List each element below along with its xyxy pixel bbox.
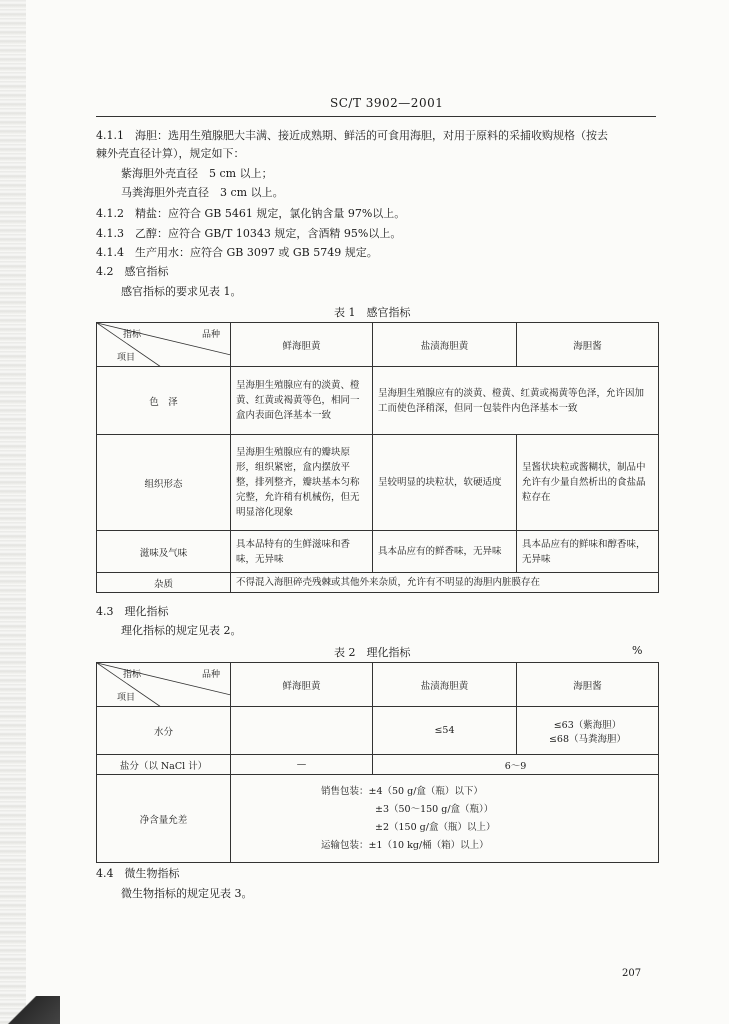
table1-col-fresh: 鲜海胆黄 bbox=[231, 323, 373, 367]
moisture-sauce-horse: ≤68（马粪海胆） bbox=[548, 733, 627, 745]
texture-fresh: 呈海胆生殖腺应有的瓣块原形，组织紧密，盒内摆放平整，排列整齐，瓣块基本匀称完整，允许稍有机械伤，但无明显溶化现象 bbox=[231, 435, 373, 531]
net-line-retail-small: 销售包装：±4（50 g/盒（瓶）以下） bbox=[321, 785, 483, 797]
moisture-salted: ≤54 bbox=[373, 707, 517, 755]
page-number: 207 bbox=[622, 968, 642, 979]
scan-edge-shadow bbox=[0, 0, 26, 1024]
clause-4-1-4: 4.1.4 生产用水：应符合 GB 3097 或 GB 5749 规定。 bbox=[96, 246, 378, 259]
moisture-sauce-purple: ≤63（紫海胆） bbox=[553, 719, 622, 731]
taste-sauce: 具本品应有的鲜味和醇香味，无异味 bbox=[517, 531, 659, 573]
clause-4-1-2: 4.1.2 精盐：应符合 GB 5461 规定，氯化钠含量 97%以上。 bbox=[96, 207, 406, 220]
standard-number-header: SC/T 3902—2001 bbox=[330, 96, 444, 110]
row-label-color: 色 泽 bbox=[97, 367, 231, 435]
table1-caption: 表 1 感官指标 bbox=[334, 306, 411, 319]
table2-corner-indicator: 指标 bbox=[123, 670, 142, 680]
table2-corner-cell bbox=[97, 663, 231, 707]
color-salted-sauce: 呈海胆生殖腺应有的淡黄、橙黄、红黄或褐黄等色泽，允许因加工而使色泽稍深，但同一包装件内色泽基本一致 bbox=[373, 367, 659, 435]
row-label-salt: 盐分（以 NaCl 计） bbox=[97, 755, 231, 775]
taste-fresh: 具本品特有的生鲜滋味和香味，无异味 bbox=[231, 531, 373, 573]
horse-dung-urchin-spec: 马粪海胆外壳直径 3 cm 以上。 bbox=[121, 186, 284, 199]
table2-col-fresh: 鲜海胆黄 bbox=[231, 663, 373, 707]
table2-corner-variety: 品种 bbox=[201, 670, 220, 680]
salt-fresh: — bbox=[231, 755, 373, 775]
scan-corner-shadow bbox=[0, 996, 60, 1024]
table1-col-salted: 盐渍海胆黄 bbox=[373, 323, 517, 367]
header-rule bbox=[96, 116, 656, 117]
clause-4-2-text: 感官指标的要求见表 1。 bbox=[121, 285, 242, 298]
clause-4-1-1-line1: 4.1.1 海胆：选用生殖腺肥大丰满、接近成熟期、鲜活的可食用海胆，对用于原料的采捕收购规格（按去 bbox=[96, 129, 608, 142]
clause-4-3-heading: 4.3 理化指标 bbox=[96, 605, 169, 618]
texture-salted: 呈较明显的块粒状，软硬适度 bbox=[373, 435, 517, 531]
color-fresh: 呈海胆生殖腺应有的淡黄、橙黄、红黄或褐黄等色，相同一盒内表面色泽基本一致 bbox=[231, 367, 373, 435]
table1-corner-item: 项目 bbox=[117, 353, 136, 363]
impurity-all: 不得混入海胆碎壳残棘或其他外来杂质，允许有不明显的海胆内脏膜存在 bbox=[231, 573, 659, 593]
physicochemical-index-table bbox=[96, 662, 659, 863]
net-line-retail-large: ±2（150 g/盒（瓶）以上） bbox=[375, 821, 496, 833]
row-label-taste: 滋味及气味 bbox=[97, 531, 231, 573]
clause-4-4-heading: 4.4 微生物指标 bbox=[96, 867, 180, 880]
table2-unit: % bbox=[632, 644, 643, 657]
texture-sauce: 呈酱状块粒或酱糊状，制品中允许有少量自然析出的食盐晶粒存在 bbox=[517, 435, 659, 531]
sensory-index-table bbox=[96, 322, 659, 593]
salt-salted-sauce: 6～9 bbox=[373, 755, 659, 775]
table2-corner-item: 项目 bbox=[117, 693, 136, 703]
clause-4-3-text: 理化指标的规定见表 2。 bbox=[121, 624, 242, 637]
moisture-sauce bbox=[517, 707, 659, 755]
row-label-impurity: 杂质 bbox=[97, 573, 231, 593]
moisture-fresh bbox=[231, 707, 373, 755]
table1-corner-cell bbox=[97, 323, 231, 367]
table2-caption: 表 2 理化指标 bbox=[334, 646, 411, 659]
taste-salted: 具本品应有的鲜香味，无异味 bbox=[373, 531, 517, 573]
row-label-moisture: 水分 bbox=[97, 707, 231, 755]
table2-col-salted: 盐渍海胆黄 bbox=[373, 663, 517, 707]
clause-4-1-1-line2: 棘外壳直径计算），规定如下： bbox=[96, 147, 245, 160]
net-line-transport: 运输包装：±1（10 kg/桶（箱）以上） bbox=[321, 839, 489, 851]
table1-col-sauce: 海胆酱 bbox=[517, 323, 659, 367]
purple-urchin-spec: 紫海胆外壳直径 5 cm 以上； bbox=[121, 167, 273, 180]
table2-col-sauce: 海胆酱 bbox=[517, 663, 659, 707]
net-content-tolerance bbox=[231, 775, 659, 863]
clause-4-4-text: 微生物指标的规定见表 3。 bbox=[121, 887, 253, 900]
net-line-retail-medium: ±3（50～150 g/盒（瓶）） bbox=[375, 803, 494, 815]
row-label-texture: 组织形态 bbox=[97, 435, 231, 531]
row-label-net-content: 净含量允差 bbox=[97, 775, 231, 863]
clause-4-2-heading: 4.2 感官指标 bbox=[96, 265, 169, 278]
clause-4-1-3: 4.1.3 乙醇：应符合 GB/T 10343 规定，含酒精 95%以上。 bbox=[96, 227, 402, 240]
table1-corner-variety: 品种 bbox=[201, 330, 220, 340]
table1-corner-indicator: 指标 bbox=[123, 330, 142, 340]
